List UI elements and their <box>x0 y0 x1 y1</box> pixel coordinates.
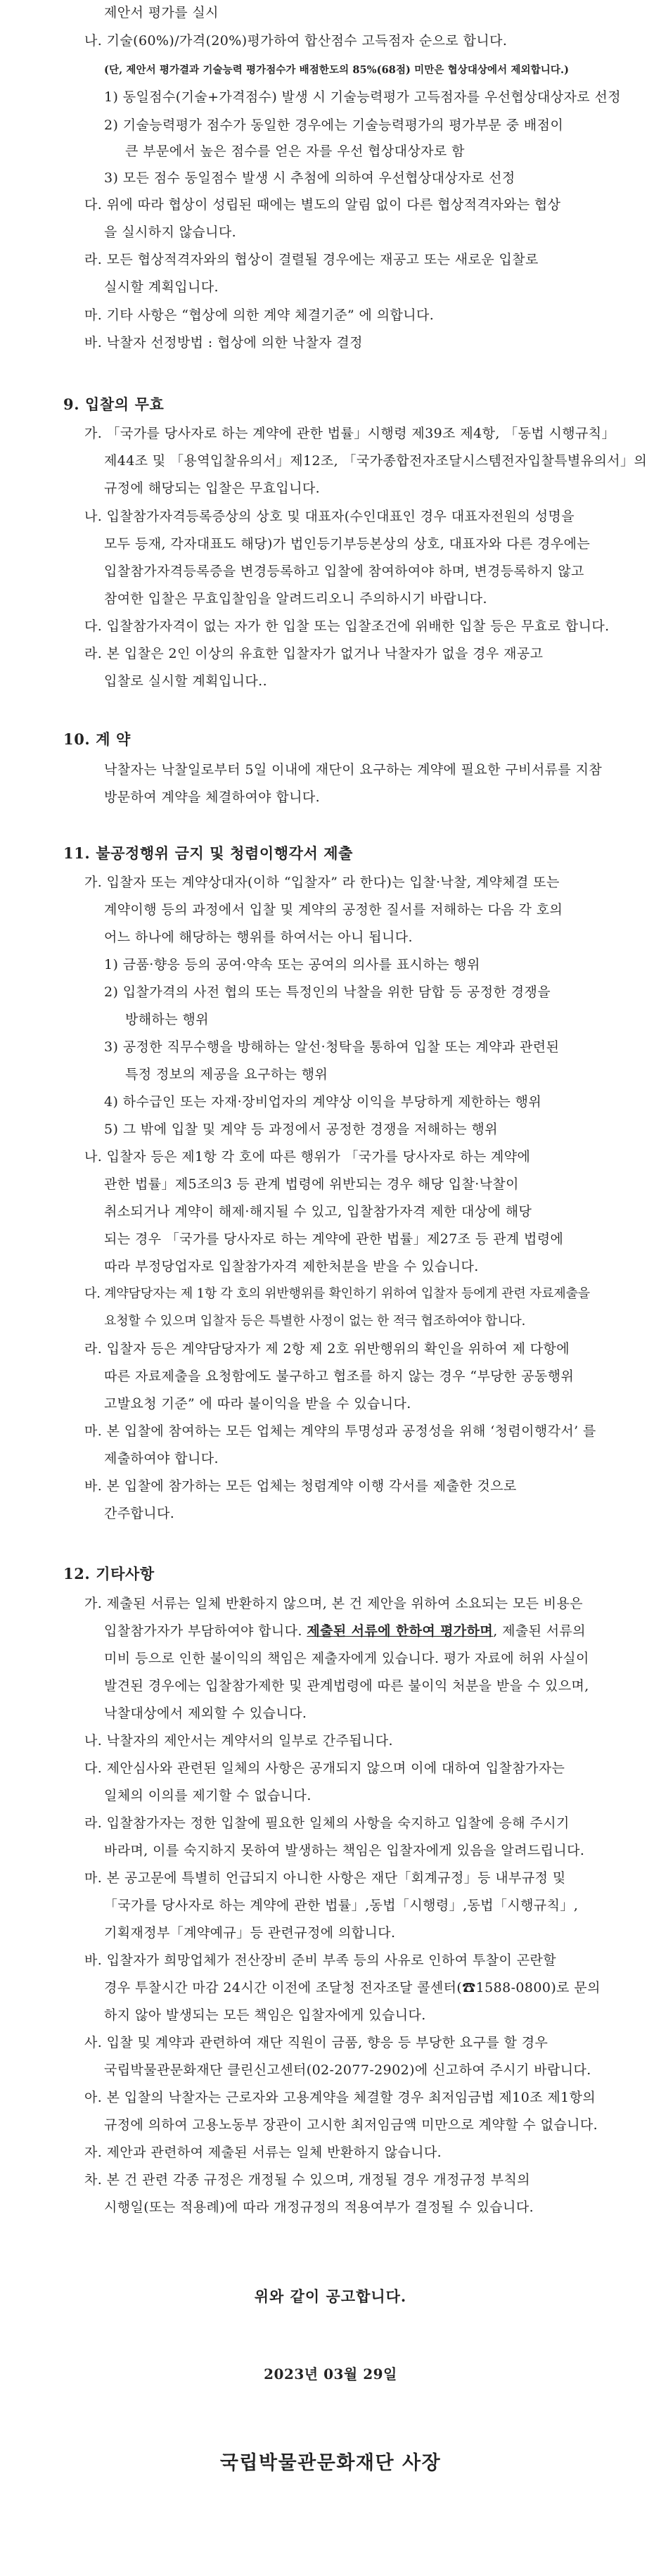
section-9-heading: 9. 입찰의 무효 <box>63 395 165 413</box>
eval-line-1: 나. 기술(60%)/가격(20%)평가하여 합산점수 고득점자 순으로 합니다. <box>84 33 508 49</box>
section-12-heading: 12. 기타사항 <box>63 1565 155 1582</box>
eval-line-0: 제안서 평가를 실시 <box>104 5 219 20</box>
s11-line-11: 관한 법률」제5조의3 등 관계 법령에 위반되는 경우 해당 입찰·낙찰이 <box>104 1176 519 1192</box>
s11-line-1: 계약이행 등의 과정에서 입찰 및 계약의 공정한 질서를 저해하는 다음 각 호의 <box>104 902 563 918</box>
s9-line-1: 제44조 및 「용역입찰유의서」제12조, 「국가종합전자조달시스템전자입찰특별유의서」의 <box>104 453 648 469</box>
s9-line-2: 규정에 해당되는 입찰은 무효입니다. <box>104 481 321 496</box>
s11-line-13: 되는 경우 「국가를 당사자로 하는 계약에 관한 법률」제27조 등 관계 법령에 <box>104 1231 564 1247</box>
s9-line-5: 입찰참가자격등록증을 변경등록하고 입찰에 참여하여야 하며, 변경등록하지 않고 <box>104 564 584 579</box>
s9-line-4: 모두 등재, 각자대표도 해당)가 법인등기부등본상의 상호, 대표자와 다른 경우에는 <box>104 536 591 552</box>
s11-line-4: 2) 입찰가격의 사전 협의 또는 특정인의 낙찰을 위한 담합 등 공정한 경쟁을 <box>104 984 551 1000</box>
s9-line-9: 입찰로 실시할 계획입니다.. <box>104 673 268 689</box>
s11-line-5: 방해하는 행위 <box>125 1012 209 1027</box>
s11-line-21: 제출하여야 합니다. <box>104 1451 219 1466</box>
eval-line-12: 바. 낙찰자 선정방법 : 협상에 의한 낙찰자 결정 <box>84 335 363 350</box>
s12-line-3: 나. 낙찰자의 제안서는 계약서의 일부로 간주됩니다. <box>84 1733 393 1749</box>
s9-line-7: 다. 입찰참가자격이 없는 자가 한 입찰 또는 입찰조건에 위배한 입찰 등은 무효로 합니다. <box>84 618 610 634</box>
s12-line-20: 시행일(또는 적용례)에 따라 개정규정의 적용여부가 결정될 수 있습니다. <box>104 2200 534 2215</box>
s12-line-15: 국립박물관문화재단 클린신고센터(02-2077-2902)에 신고하여 주시기 바랍니다. <box>104 2062 591 2078</box>
s12-line-6: 라. 입찰참가자는 정한 입찰에 필요한 일체의 사항을 숙지하고 입찰에 응해 주시기 <box>84 1815 570 1831</box>
s10-line-1: 방문하여 계약을 체결하여야 합니다. <box>104 789 321 805</box>
s11-line-18: 따른 자료제출을 요청함에도 불구하고 협조를 하지 않는 경우 “부당한 공동행위 <box>104 1369 575 1384</box>
s11-line-6: 3) 공정한 직무수행을 방해하는 알선·청탁을 통하여 입찰 또는 계약과 관련된 <box>104 1039 560 1055</box>
eval-line-3: 1) 동일점수(기술+가격점수) 발생 시 기술능력평가 고득점자를 우선협상대상자로 선정 <box>104 89 621 105</box>
s12-ga-underlined-text: 제출된 서류에 한하여 평가하며 <box>307 1623 494 1639</box>
s12-line-13: 하지 않아 발생되는 모든 책임은 입찰자에게 있습니다. <box>104 2007 426 2023</box>
eval-line-5: 큰 부문에서 높은 점수를 얻은 자를 우선 협상대상자로 함 <box>125 144 465 159</box>
eval-line-6: 3) 모든 점수 동일점수 발생 시 추첨에 의하여 우선협상대상자로 선정 <box>104 170 515 186</box>
s12-line-18: 자. 제안과 관련하여 제출된 서류는 일체 반환하지 않습니다. <box>84 2145 442 2160</box>
eval-line-7: 다. 위에 따라 협상이 성립된 때에는 별도의 알림 없이 다른 협상적격자와는 협상 <box>84 197 561 212</box>
section-10-heading: 10. 계 약 <box>63 730 131 748</box>
eval-line-4: 2) 기술능력평가 점수가 동일한 경우에는 기술능력평가의 평가부문 중 배점이 <box>104 118 564 133</box>
s11-line-3: 1) 금품·향응 등의 공여·약속 또는 공여의 의사를 표시하는 행위 <box>104 957 480 972</box>
s12-line-17: 규정에 의하여 고용노동부 장관이 고시한 최저임금액 미만으로 계약할 수 없습니다. <box>104 2117 598 2133</box>
s12-line-19: 차. 본 건 관련 각종 규정은 개정될 수 있으며, 개정될 경우 개정규정 부칙의 <box>84 2172 531 2188</box>
s11-line-8: 4) 하수급인 또는 자재·장비업자의 계약상 이익을 부당하게 제한하는 행위 <box>104 1094 542 1110</box>
s12-line-2: 낙찰대상에서 제외할 수 있습니다. <box>104 1706 307 1721</box>
s9-line-8: 라. 본 입찰은 2인 이상의 유효한 입찰자가 없거나 낙찰자가 없을 경우 재공고 <box>84 646 544 661</box>
s12-line-9: 「국가를 당사자로 하는 계약에 관한 법률」,동법「시행령」,동법「시행규칙」, <box>104 1898 579 1913</box>
s12-line-1: 발견된 경우에는 입찰참가제한 및 관계법령에 따른 불이익 처분을 받을 수 있으며, <box>104 1678 589 1694</box>
section-11-heading: 11. 불공정행위 금지 및 청렴이행각서 제출 <box>63 844 354 862</box>
s9-line-6: 참여한 입찰은 무효입찰임을 알려드리오니 주의하시기 바랍니다. <box>104 591 487 607</box>
s12-ga-line-2 <box>104 1623 586 1639</box>
s12-line-8: 마. 본 공고문에 특별히 언급되지 아니한 사항은 재단「회계규정」등 내부규정 및 <box>84 1870 566 1886</box>
s9-line-0: 가. 「국가를 당사자로 하는 계약에 관한 법률」시행령 제39조 제4항, 「동법 시행규칙」 <box>84 426 615 441</box>
s11-line-15: 다. 계약담당자는 제 1항 각 호의 위반행위를 확인하기 위하여 입찰자 등에게 관련 자료제출을 <box>84 1286 590 1301</box>
s11-line-12: 취소되거나 계약이 해제·해지될 수 있고, 입찰참가자격 제한 대상에 해당 <box>104 1204 532 1219</box>
s11-line-10: 나. 입찰자 등은 제1항 각 호에 따른 행위가 「국가를 당사자로 하는 계약에 <box>84 1149 531 1165</box>
s12-line-14: 사. 입찰 및 계약과 관련하여 재단 직원이 금품, 향응 등 부당한 요구를 할 경우 <box>84 2035 548 2050</box>
eval-line-11: 마. 기타 사항은 “협상에 의한 계약 체결기준” 에 의합니다. <box>84 307 435 323</box>
s12-line-7: 바라며, 이를 숙지하지 못하여 발생하는 책임은 입찰자에게 있음을 알려드립니다. <box>104 1843 585 1858</box>
s10-line-0: 낙찰자는 낙찰일로부터 5일 이내에 재단이 요구하는 계약에 필요한 구비서류를 지참 <box>104 762 603 778</box>
s9-line-3: 나. 입찰참가자격등록증상의 상호 및 대표자(수인대표인 경우 대표자전원의 성명을 <box>84 509 575 524</box>
s12-line-12: 경우 투찰시간 마감 24시간 이전에 조달청 전자조달 콜센터(☎1588-0800)로 문의 <box>104 1980 601 1996</box>
s12-line-5: 일체의 이의를 제기할 수 없습니다. <box>104 1788 312 1803</box>
s12-ga-line-2-post: , 제출된 서류의 <box>493 1623 586 1639</box>
s11-line-20: 마. 본 입찰에 참여하는 모든 업체는 계약의 투명성과 공정성을 위해 ‘청렴이행각서’ 를 <box>84 1423 596 1439</box>
s11-line-23: 간주합니다. <box>104 1506 175 1521</box>
s11-line-19: 고발요청 기준” 에 따라 불이익을 받을 수 있습니다. <box>104 1396 411 1411</box>
s12-line-10: 기획재정부「계약예규」등 관련규정에 의합니다. <box>104 1925 396 1941</box>
s12-line-0: 미비 등으로 인한 불이익의 책임은 제출자에게 있습니다. 평가 자료에 허위 사실이 <box>104 1651 589 1666</box>
issuer-signature: 국립박물관문화재단 사장 <box>219 2452 442 2474</box>
eval-line-2: (단, 제안서 평가결과 기술능력 평가점수가 배점한도의 85%(68점) 미만은 협상대상에서 제외합니다.) <box>104 64 570 76</box>
s12-line-11: 바. 입찰자가 희망업체가 전산장비 준비 부족 등의 사유로 인하여 투찰이 곤란할 <box>84 1953 556 1968</box>
s11-line-0: 가. 입찰자 또는 계약상대자(이하 “입찰자” 라 한다)는 입찰·낙찰, 계약체결 또는 <box>84 875 560 890</box>
eval-line-9: 라. 모든 협상적격자와의 협상이 결렬될 경우에는 재공고 또는 새로운 입찰로 <box>84 252 539 267</box>
announcement-date: 2023년 03월 29일 <box>264 2366 397 2383</box>
eval-line-8: 을 실시하지 않습니다. <box>104 224 237 240</box>
s11-line-7: 특정 정보의 제공을 요구하는 행위 <box>125 1067 328 1082</box>
s11-line-14: 따라 부정당업자로 입찰참가자격 제한처분을 받을 수 있습니다. <box>104 1259 479 1274</box>
eval-line-10: 실시할 계획입니다. <box>104 279 219 295</box>
s12-line-4: 다. 제안심사와 관련된 일체의 사항은 공개되지 않으며 이에 대하여 입찰참가자는 <box>84 1760 565 1776</box>
s11-line-2: 어느 하나에 해당하는 행위를 하여서는 아니 됩니다. <box>104 929 413 945</box>
s11-line-16: 요청할 수 있으며 입찰자 등은 특별한 사정이 없는 한 적극 협조하여야 합니다. <box>104 1314 526 1328</box>
s12-ga-line-2-pre: 입찰참가자가 부담하여야 합니다. <box>104 1623 307 1639</box>
s11-line-17: 라. 입찰자 등은 계약담당자가 제 2항 제 2호 위반행위의 확인을 위하여 제 다항에 <box>84 1341 570 1357</box>
s12-line-16: 아. 본 입찰의 낙찰자는 근로자와 고용계약을 체결할 경우 최저임금법 제10조 제1항의 <box>84 2090 596 2105</box>
s11-line-9: 5) 그 밖에 입찰 및 계약 등 과정에서 공정한 경쟁을 저해하는 행위 <box>104 1122 498 1137</box>
s12-ga-line-1: 가. 제출된 서류는 일체 반환하지 않으며, 본 건 제안을 위하여 소요되는 모든 비용은 <box>84 1596 584 1611</box>
closing-notice: 위와 같이 공고합니다. <box>254 2288 407 2305</box>
s11-line-22: 바. 본 입찰에 참가하는 모든 업체는 청렴계약 이행 각서를 제출한 것으로 <box>84 1478 517 1494</box>
